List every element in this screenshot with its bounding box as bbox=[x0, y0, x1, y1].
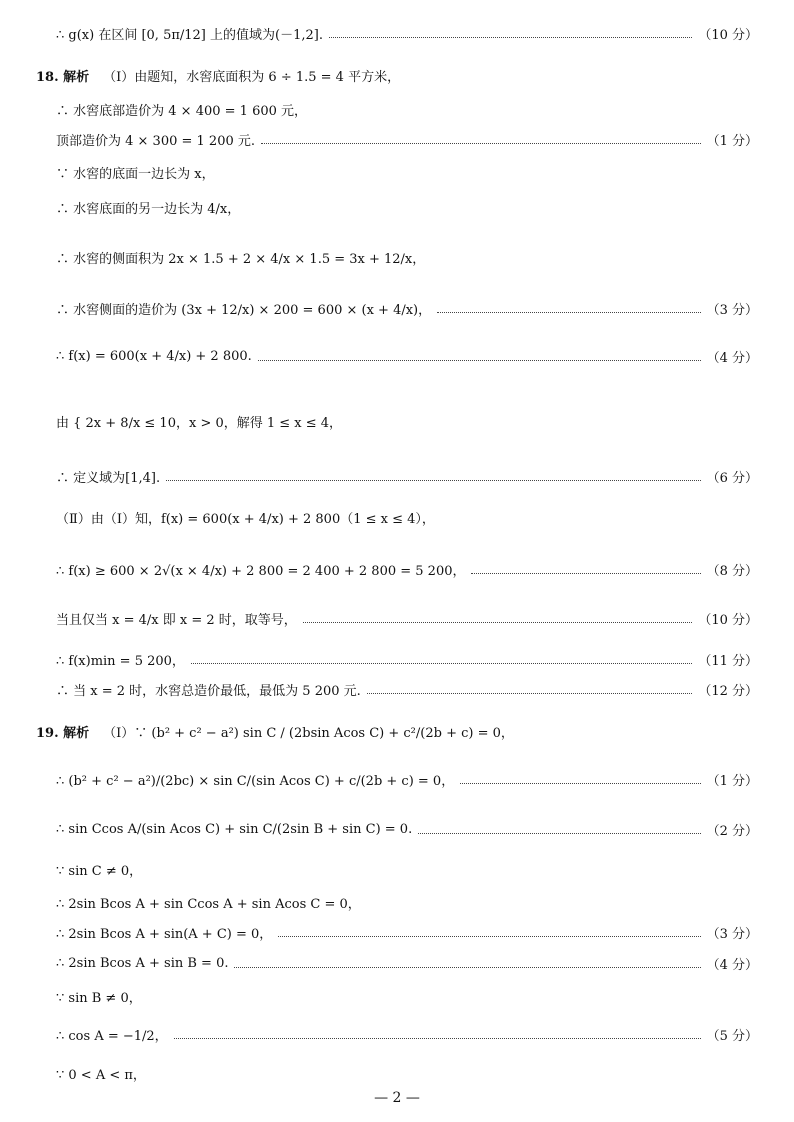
line-15 bbox=[56, 650, 758, 669]
line-4 bbox=[56, 130, 758, 149]
line-text: ∴ 水窖的侧面积为 2x × 1.5 + 2 × 4/x × 1.5 = 3x + 12/x， bbox=[56, 252, 426, 267]
line-text: （Ⅰ）由题知，水窖底面积为 6 ÷ 1.5 = 4 平方米， bbox=[103, 70, 401, 85]
line-text: ∵ sin C ≠ 0， bbox=[56, 864, 143, 879]
leader-dots bbox=[278, 936, 700, 937]
line-7 bbox=[56, 248, 758, 267]
leader-dots bbox=[460, 783, 700, 784]
line-text: ∴ g(x) 在区间 [0, 5π/12] 上的值域为(－1,2]. bbox=[56, 28, 323, 43]
line-5 bbox=[56, 163, 758, 182]
leader-dots bbox=[303, 622, 693, 623]
line-8 bbox=[56, 299, 758, 318]
line-26 bbox=[56, 1064, 758, 1083]
score: （1 分） bbox=[706, 774, 758, 789]
line-text: ∴ 水窖底面的另一边长为 4/x， bbox=[56, 202, 241, 217]
line-12 bbox=[56, 508, 758, 527]
question-label: 18. 解析 bbox=[36, 70, 90, 85]
line-text: ∴ cos A = −1/2， bbox=[56, 1029, 168, 1044]
line-text: ∵ 水窖的底面一边长为 x， bbox=[56, 167, 215, 182]
page-number: — 2 — bbox=[374, 1090, 420, 1106]
line-text: ∴ 水窖底部造价为 4 × 400 = 1 600 元， bbox=[56, 104, 308, 119]
leader-dots bbox=[174, 1038, 701, 1039]
leader-dots bbox=[258, 360, 701, 361]
leader-dots bbox=[367, 693, 693, 694]
leader-dots bbox=[234, 967, 700, 968]
line-20 bbox=[56, 860, 758, 879]
line-text: ∵ sin B ≠ 0， bbox=[56, 991, 142, 1006]
line-text: ∴ 水窖侧面的造价为 (3x + 12/x) × 200 = 600 × (x + 4/x)， bbox=[56, 303, 432, 318]
line-text: （Ⅱ）由（Ⅰ）知，f(x) = 600(x + 4/x) + 2 800（1 ≤ x ≤ 4）， bbox=[56, 512, 435, 527]
leader-dots bbox=[261, 143, 701, 144]
score: （4 分） bbox=[706, 351, 758, 366]
line-24 bbox=[56, 987, 758, 1006]
line-1 bbox=[56, 24, 758, 43]
line-text: （Ⅰ）∵ (b² + c² − a²) sin C / (2bsin Acos C) + c²/(2b + c) = 0， bbox=[103, 726, 514, 741]
line-14 bbox=[56, 609, 758, 628]
line-text: ∴ sin Ccos A/(sin Acos C) + sin C/(2sin B + sin C) = 0. bbox=[56, 822, 413, 837]
score: （3 分） bbox=[706, 927, 758, 942]
line-11 bbox=[56, 467, 758, 486]
line-text: ∴ f(x) ≥ 600 × 2√(x × 4/x) + 2 800 = 2 400 + 2 800 = 5 200， bbox=[56, 564, 466, 579]
line-19 bbox=[56, 820, 758, 839]
line-text: ∴ 2sin Bcos A + sin(A + C) = 0， bbox=[56, 927, 273, 942]
score: （8 分） bbox=[706, 564, 758, 579]
line-17 bbox=[36, 722, 758, 741]
score: （12 分） bbox=[698, 684, 758, 699]
line-2 bbox=[36, 66, 758, 85]
question-label: 19. 解析 bbox=[36, 726, 90, 741]
score: （11 分） bbox=[698, 654, 758, 669]
line-text: ∴ f(x)min = 5 200， bbox=[56, 654, 185, 669]
line-text: ∴ f(x) = 600(x + 4/x) + 2 800. bbox=[56, 349, 252, 364]
line-22 bbox=[56, 923, 758, 942]
score: （4 分） bbox=[706, 958, 758, 973]
line-text: ∴ 2sin Bcos A + sin B = 0. bbox=[56, 956, 229, 971]
score: （1 分） bbox=[706, 134, 758, 149]
line-3 bbox=[56, 100, 758, 119]
leader-dots bbox=[329, 37, 692, 38]
score: （2 分） bbox=[706, 824, 758, 839]
line-text: 由 { 2x + 8/x ≤ 10，x > 0，解得 1 ≤ x ≤ 4， bbox=[56, 416, 343, 431]
line-21 bbox=[56, 893, 758, 912]
score: （10 分） bbox=[698, 613, 758, 628]
score: （5 分） bbox=[706, 1029, 758, 1044]
line-16 bbox=[56, 680, 758, 699]
line-25 bbox=[56, 1025, 758, 1044]
leader-dots bbox=[471, 573, 700, 574]
line-text: 顶部造价为 4 × 300 = 1 200 元. bbox=[56, 134, 256, 149]
score: （10 分） bbox=[698, 28, 758, 43]
leader-dots bbox=[418, 833, 700, 834]
leader-dots bbox=[166, 480, 701, 481]
line-13 bbox=[56, 560, 758, 579]
score: （3 分） bbox=[706, 303, 758, 318]
leader-dots bbox=[437, 312, 700, 313]
line-23 bbox=[56, 954, 758, 973]
line-10 bbox=[56, 412, 758, 431]
line-text: ∴ 2sin Bcos A + sin Ccos A + sin Acos C = 0， bbox=[56, 897, 361, 912]
line-9 bbox=[56, 347, 758, 366]
leader-dots bbox=[191, 663, 692, 664]
line-text: 当且仅当 x = 4/x 即 x = 2 时，取等号， bbox=[56, 613, 297, 628]
line-6 bbox=[56, 198, 758, 217]
line-text: ∴ 当 x = 2 时，水窖总造价最低，最低为 5 200 元. bbox=[56, 684, 361, 699]
line-text: ∵ 0 < A < π， bbox=[56, 1068, 146, 1083]
line-text: ∴ (b² + c² − a²)/(2bc) × sin C/(sin Acos C) + c/(2b + c) = 0， bbox=[56, 774, 455, 789]
line-18 bbox=[56, 770, 758, 789]
score: （6 分） bbox=[706, 471, 758, 486]
line-text: ∴ 定义域为[1,4]. bbox=[56, 471, 161, 486]
